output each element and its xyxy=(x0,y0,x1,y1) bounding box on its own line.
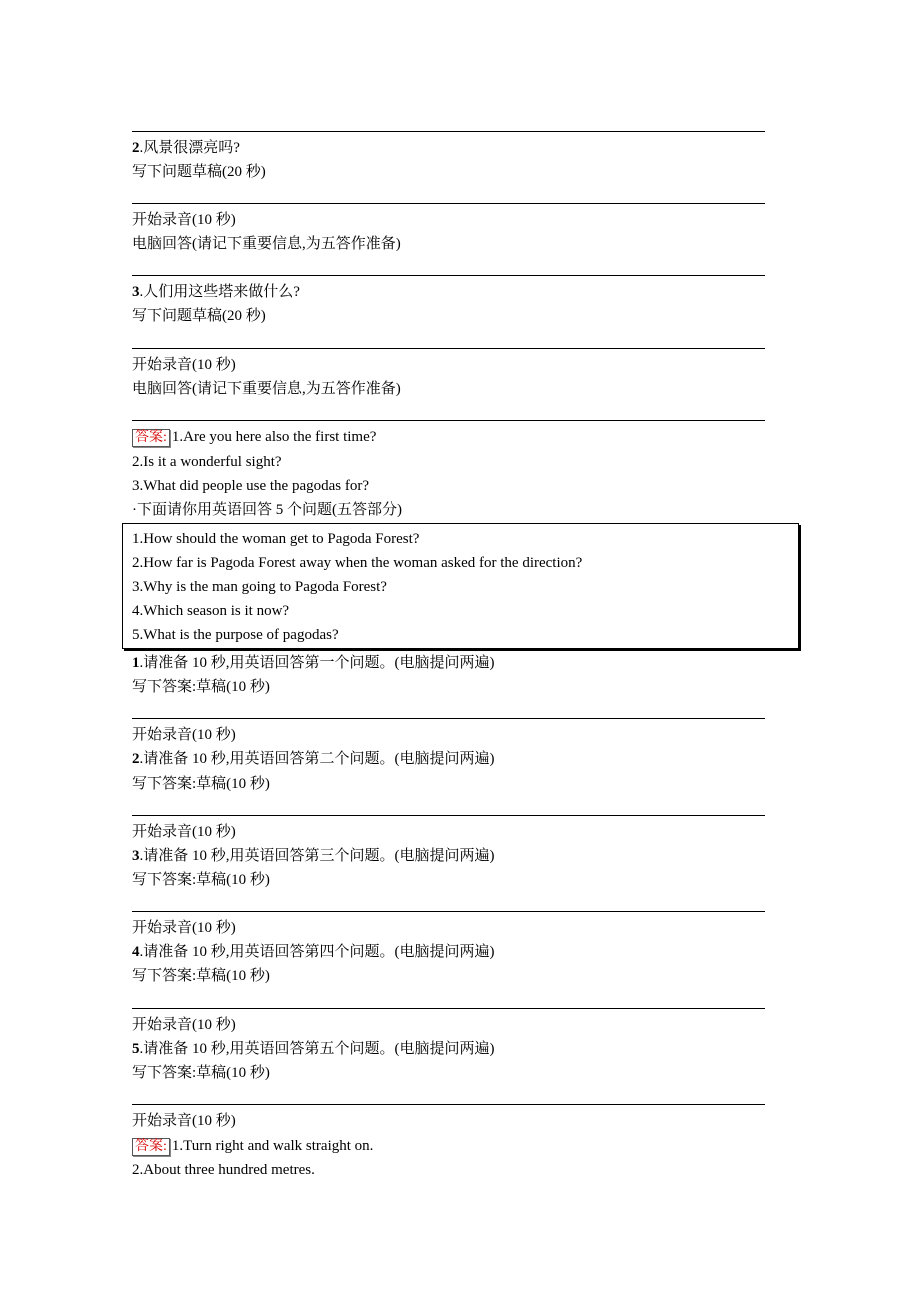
answer-line-3: 3.What did people use the pagodas for? xyxy=(132,478,370,494)
box-question-4: 4.Which season is it now? xyxy=(132,603,290,619)
computer-answer-note: 电脑回答(请记下重要信息,为五答作准备) xyxy=(132,381,401,397)
question-2-prompt: 2.风景很漂亮吗? xyxy=(132,140,240,156)
prepare-prompt-1: 1.请准备 10 秒,用英语回答第一个问题。(电脑提问两遍) xyxy=(132,655,495,671)
draft-answer-instruction: 写下答案:草稿(10 秒) xyxy=(132,679,270,695)
computer-answer-note: 电脑回答(请记下重要信息,为五答作准备) xyxy=(132,236,401,252)
divider-line xyxy=(132,348,765,349)
draft-answer-instruction: 写下答案:草稿(10 秒) xyxy=(132,1065,270,1081)
divider-line xyxy=(132,718,765,719)
record-instruction: 开始录音(10 秒) xyxy=(132,727,236,743)
answer-line-2: 2.About three hundred metres. xyxy=(132,1162,315,1178)
record-instruction: 开始录音(10 秒) xyxy=(132,1113,236,1129)
box-question-2: 2.How far is Pagoda Forest away when the woman asked for the direction? xyxy=(132,555,583,571)
divider-line xyxy=(132,815,765,816)
draft-instruction: 写下问题草稿(20 秒) xyxy=(132,164,266,180)
answer-line-1: 答案: 1.Turn right and walk straight on. xyxy=(132,1137,373,1156)
draft-instruction: 写下问题草稿(20 秒) xyxy=(132,308,266,324)
questions-box xyxy=(122,523,799,649)
prepare-prompt-2: 2.请准备 10 秒,用英语回答第二个问题。(电脑提问两遍) xyxy=(132,751,495,767)
draft-answer-instruction: 写下答案:草稿(10 秒) xyxy=(132,776,270,792)
prepare-prompt-4: 4.请准备 10 秒,用英语回答第四个问题。(电脑提问两遍) xyxy=(132,944,495,960)
record-instruction: 开始录音(10 秒) xyxy=(132,212,236,228)
answer-badge: 答案: xyxy=(132,1138,170,1156)
box-question-5: 5.What is the purpose of pagodas? xyxy=(132,627,339,643)
divider-line xyxy=(132,1104,765,1105)
divider-line xyxy=(132,1008,765,1009)
divider-line xyxy=(132,275,765,276)
record-instruction: 开始录音(10 秒) xyxy=(132,824,236,840)
divider-line xyxy=(132,131,765,132)
answer-line-1: 答案: 1.Are you here also the first time? xyxy=(132,428,376,447)
record-instruction: 开始录音(10 秒) xyxy=(132,1017,236,1033)
record-instruction: 开始录音(10 秒) xyxy=(132,357,236,373)
divider-line xyxy=(132,911,765,912)
answer-line-2: 2.Is it a wonderful sight? xyxy=(132,454,282,470)
divider-line xyxy=(132,420,765,421)
box-question-1: 1.How should the woman get to Pagoda Forest? xyxy=(132,531,420,547)
prepare-prompt-3: 3.请准备 10 秒,用英语回答第三个问题。(电脑提问两遍) xyxy=(132,848,495,864)
record-instruction: 开始录音(10 秒) xyxy=(132,920,236,936)
divider-line xyxy=(132,203,765,204)
draft-answer-instruction: 写下答案:草稿(10 秒) xyxy=(132,968,270,984)
prepare-prompt-5: 5.请准备 10 秒,用英语回答第五个问题。(电脑提问两遍) xyxy=(132,1041,495,1057)
answer-badge: 答案: xyxy=(132,429,170,447)
section-instruction: ·下面请你用英语回答 5 个问题(五答部分) xyxy=(132,502,402,518)
question-3-prompt: 3.人们用这些塔来做什么? xyxy=(132,284,300,300)
draft-answer-instruction: 写下答案:草稿(10 秒) xyxy=(132,872,270,888)
box-question-3: 3.Why is the man going to Pagoda Forest? xyxy=(132,579,387,595)
